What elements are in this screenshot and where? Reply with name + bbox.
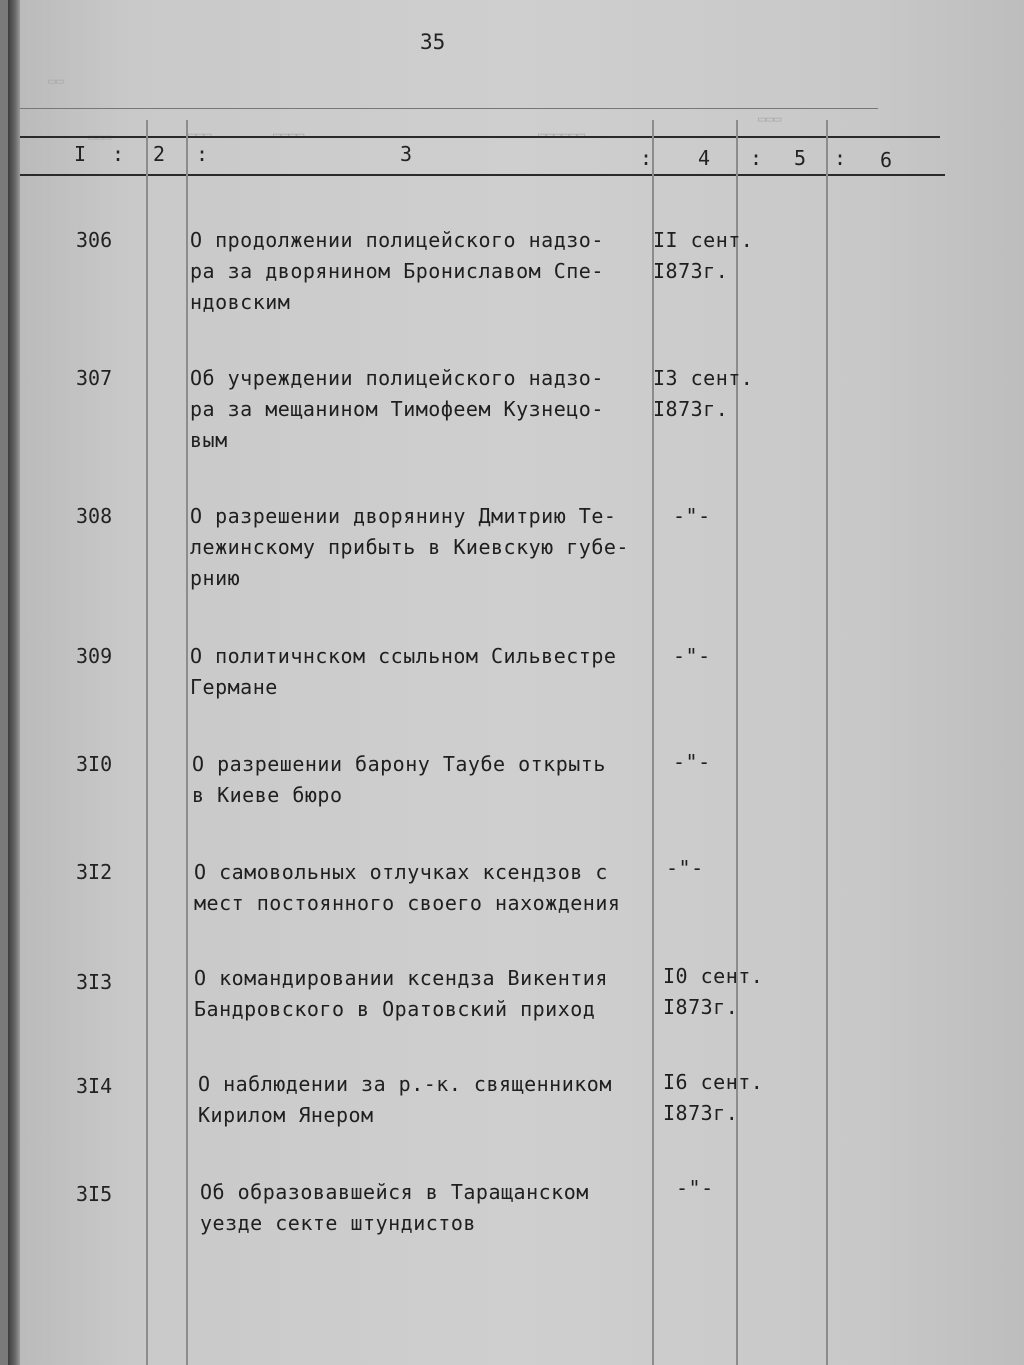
entry-number: 3I4 xyxy=(76,1074,113,1098)
entry-title-line: О самовольных отлучках ксендзов с xyxy=(194,860,608,884)
column-separator: : xyxy=(834,146,847,170)
entry-title-line: в Киеве бюро xyxy=(192,783,343,807)
entry-title-line: мест постоянного своего нахождения xyxy=(194,891,621,915)
entry-title-line: О командировании ксендза Викентия xyxy=(194,966,608,990)
entry-title-line: Об образовавшейся в Таращанском xyxy=(200,1180,589,1204)
column-separator: : xyxy=(112,142,125,166)
column-header-1: I xyxy=(74,142,87,166)
entry-date-ditto: -"- xyxy=(666,856,704,880)
page-number: 35 xyxy=(420,30,446,54)
header-rule-2 xyxy=(20,174,945,176)
column-separator: : xyxy=(640,146,653,170)
entry-date: I0 сент. xyxy=(663,964,764,988)
column-header-3: 3 xyxy=(400,142,413,166)
entry-number: 307 xyxy=(76,366,113,390)
column-header-6: 6 xyxy=(880,148,893,172)
entry-title-line: О наблюдении за р.-к. священником xyxy=(198,1072,612,1096)
page-binding-edge xyxy=(8,0,20,1365)
column-header-2: 2 xyxy=(153,142,166,166)
entry-date: I873г. xyxy=(653,397,729,421)
entry-number: 3I2 xyxy=(76,860,113,884)
entry-title-line: вым xyxy=(190,428,228,452)
entry-number: 309 xyxy=(76,644,113,668)
entry-title-line: уезде секте штундистов xyxy=(200,1211,476,1235)
document-page xyxy=(8,0,1024,1365)
entry-title-line: лежинскому прибыть в Киевскую губе- xyxy=(190,535,629,559)
column-rule xyxy=(652,120,654,1365)
entry-number: 3I0 xyxy=(76,752,113,776)
entry-title-line: рнию xyxy=(190,566,241,590)
entry-number: 308 xyxy=(76,504,113,528)
entry-date-ditto: -"- xyxy=(673,644,711,668)
column-separator: : xyxy=(196,142,209,166)
entry-title-line: О продолжении полицейского надзо- xyxy=(190,228,604,252)
entry-date: I873г. xyxy=(653,259,729,283)
entry-number: 306 xyxy=(76,228,113,252)
column-rule xyxy=(146,120,148,1365)
entry-date: I6 сент. xyxy=(663,1070,764,1094)
entry-date: I873г. xyxy=(663,995,739,1019)
header-top-rule xyxy=(20,108,878,109)
entry-title-line: Германе xyxy=(190,675,278,699)
column-separator: : xyxy=(750,146,763,170)
header-rule-1 xyxy=(20,136,940,138)
bleed-through-mark: ▭▭ xyxy=(48,74,64,89)
entry-date-ditto: -"- xyxy=(673,750,711,774)
entry-title-line: О разрешении барону Таубе открыть xyxy=(192,752,606,776)
entry-title-line: ра за дворянином Брониславом Спе- xyxy=(190,259,604,283)
entry-title-line: Об учреждении полицейского надзо- xyxy=(190,366,604,390)
entry-title-line: О политичнском ссыльном Сильвестре xyxy=(190,644,617,668)
entry-date: I873г. xyxy=(663,1101,739,1125)
column-rule xyxy=(186,120,188,1365)
entry-date: I3 сент. xyxy=(653,366,754,390)
entry-number: 3I5 xyxy=(76,1182,113,1206)
column-rule xyxy=(826,120,828,1365)
entry-number: 3I3 xyxy=(76,970,113,994)
column-header-5: 5 xyxy=(794,146,807,170)
entry-title-line: Бандровского в Оратовский приход xyxy=(194,997,596,1021)
entry-title-line: ра за мещанином Тимофеем Кузнецо- xyxy=(190,397,604,421)
entry-title-line: Кирилом Янером xyxy=(198,1103,374,1127)
entry-date-ditto: -"- xyxy=(673,504,711,528)
column-header-4: 4 xyxy=(698,146,711,170)
entry-title-line: О разрешении дворянину Дмитрию Те- xyxy=(190,504,617,528)
bleed-through-mark: ▭▭▭ xyxy=(758,112,782,127)
entry-title-line: ндовским xyxy=(190,290,291,314)
column-rule xyxy=(736,120,738,1365)
entry-date: II сент. xyxy=(653,228,754,252)
entry-date-ditto: -"- xyxy=(676,1176,714,1200)
